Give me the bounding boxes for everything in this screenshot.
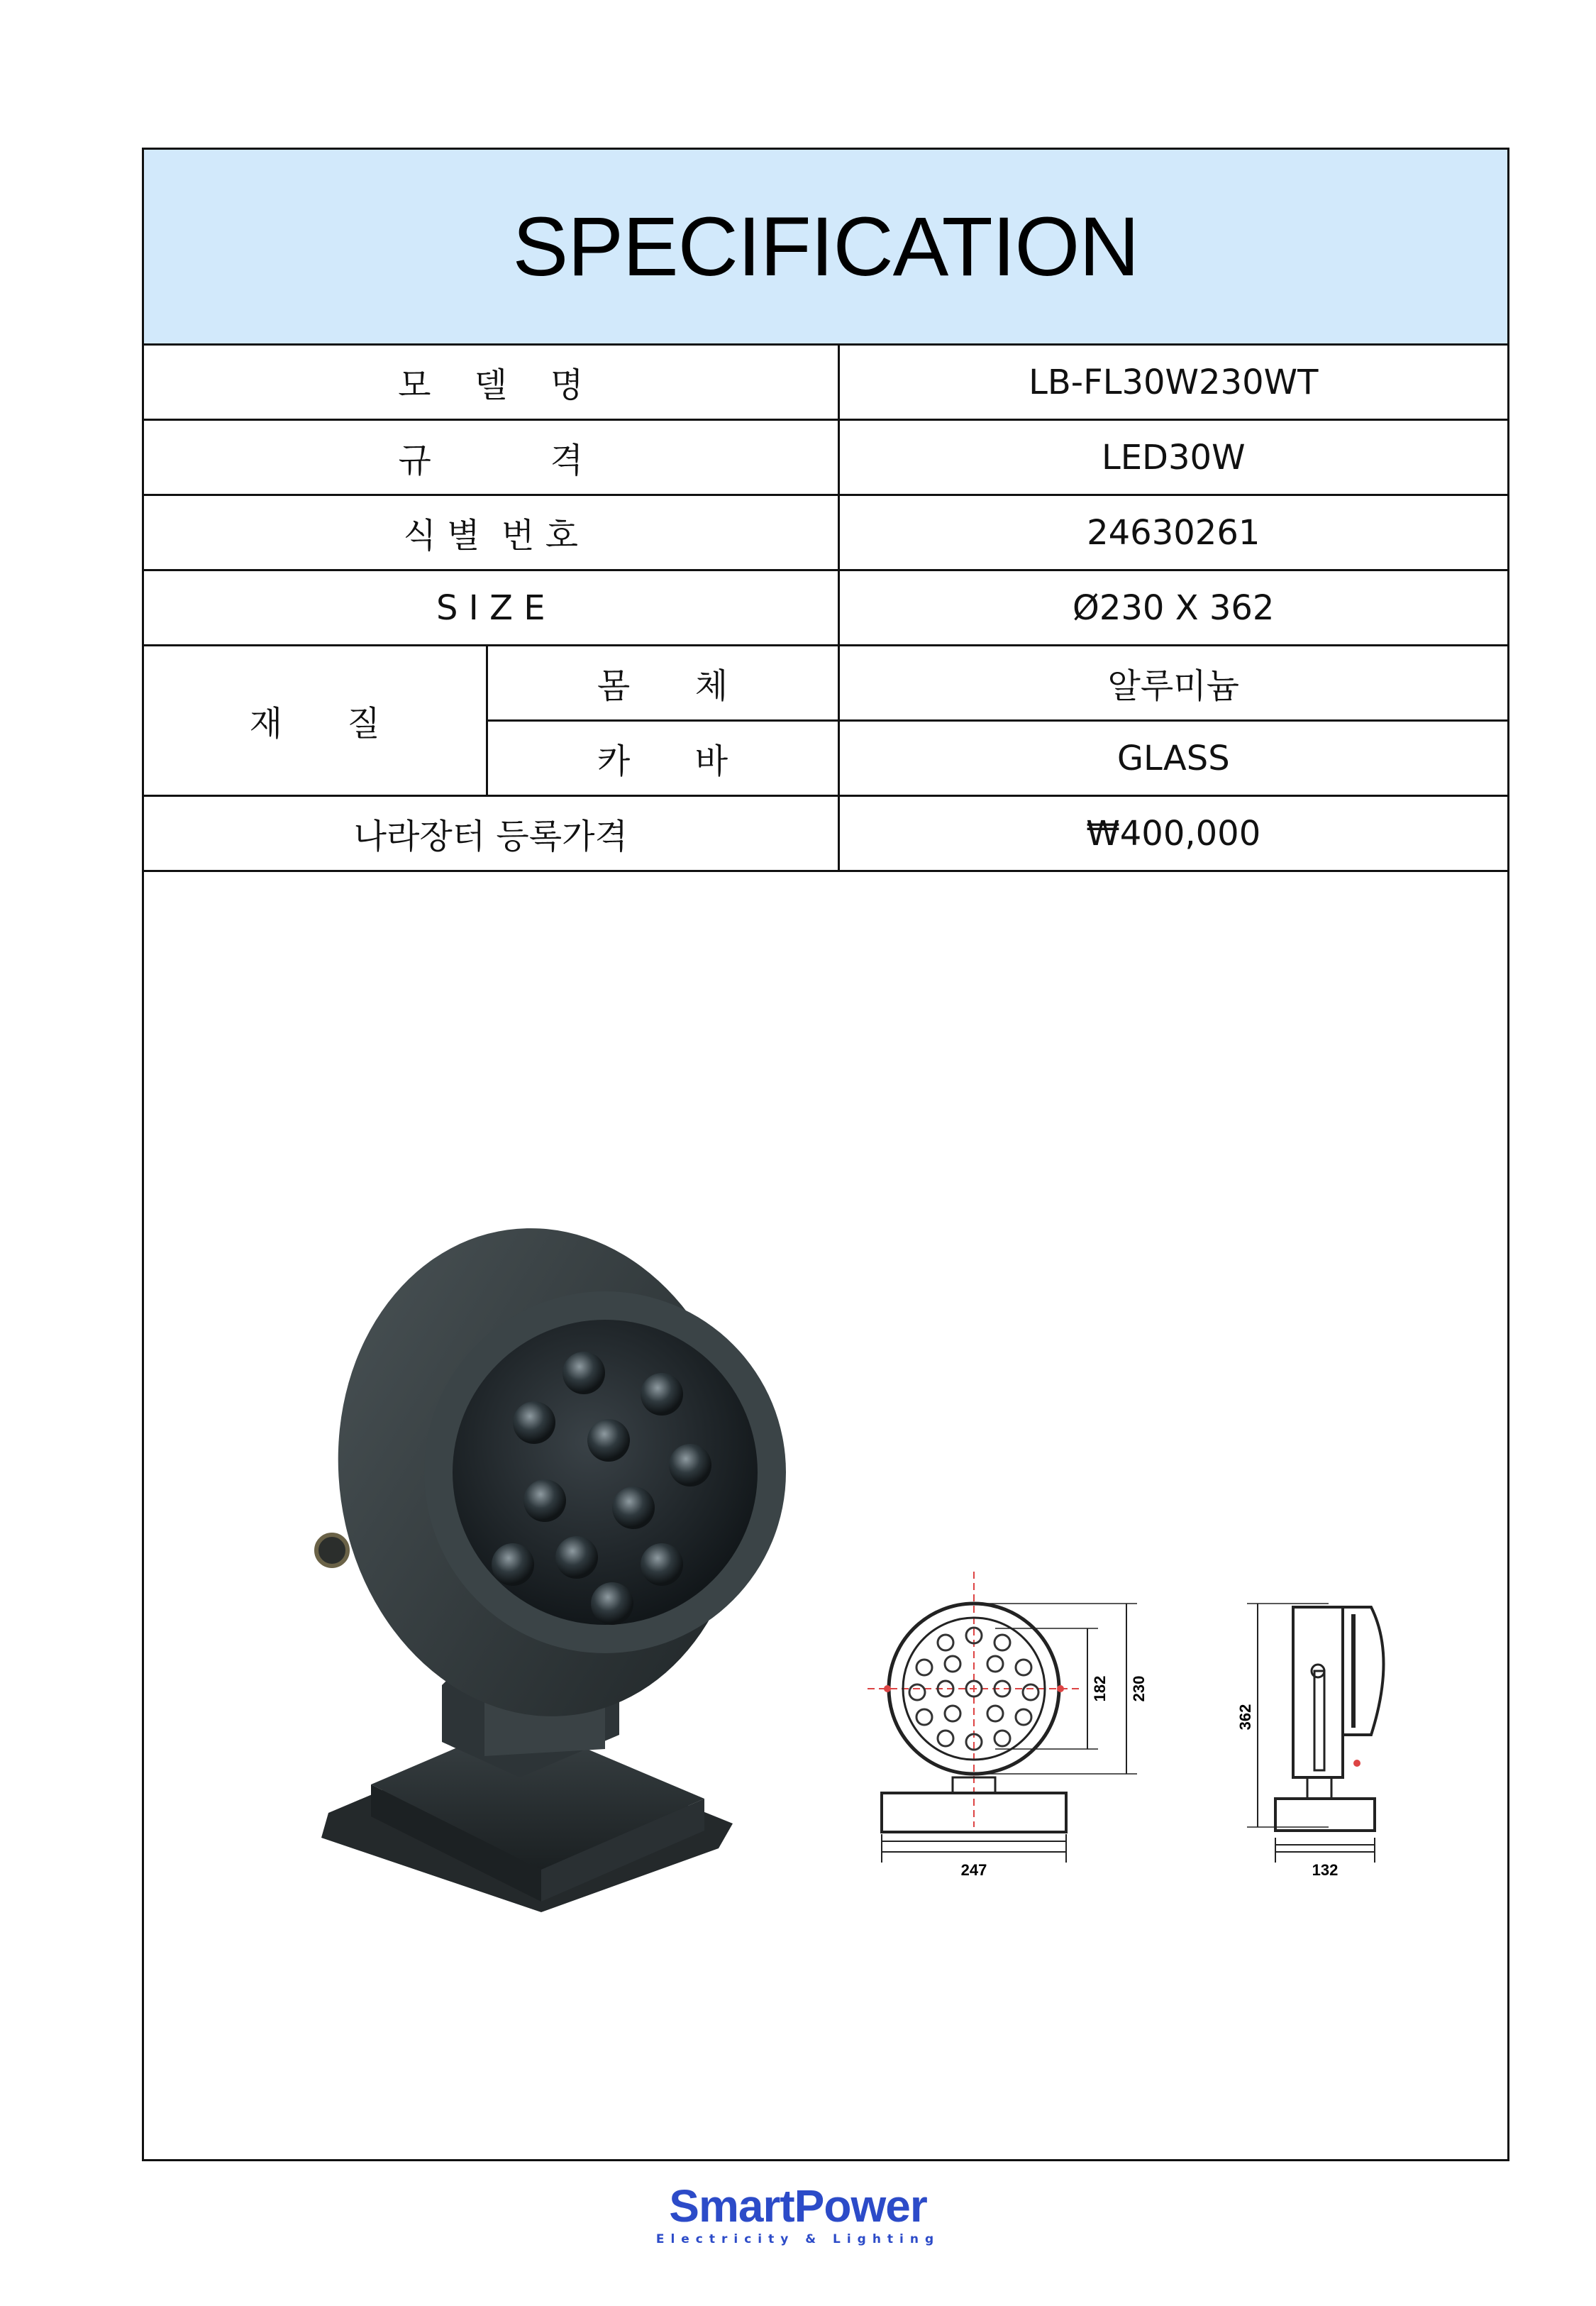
price-label: 나라장터 등록가격 [144, 796, 838, 871]
cover-value: GLASS [838, 721, 1507, 796]
table-row-spec [144, 420, 1507, 495]
id-value: 24630261 [838, 495, 1507, 570]
front-outer-height-label: 230 [1130, 1675, 1148, 1702]
title-band [144, 150, 1507, 346]
page-title: SPECIFICATION [512, 199, 1139, 294]
table-row-model [144, 346, 1507, 420]
table-row-material-body [144, 646, 1507, 721]
side-height-label: 362 [1236, 1704, 1254, 1731]
logo-brand-name: SmartPower [669, 2180, 927, 2231]
material-label: 재 질 [144, 646, 487, 796]
side-view-drawing [1236, 1565, 1463, 1919]
body-value: 알루미늄 [838, 646, 1507, 721]
price-value: ₩400,000 [838, 796, 1507, 871]
id-label: 식 별 번 호 [144, 495, 838, 570]
front-width-label: 247 [960, 1861, 987, 1879]
company-logo [0, 2182, 1596, 2249]
side-width-label: 132 [1312, 1861, 1339, 1879]
table-row-price [144, 796, 1507, 871]
specification-sheet [142, 148, 1509, 2161]
product-image-area [144, 890, 1507, 2159]
product-photo [307, 1139, 804, 1955]
table-row-id [144, 495, 1507, 570]
front-view-drawing [853, 1565, 1151, 1919]
spec-value: LED30W [838, 420, 1507, 495]
model-label: 모 델 명 [144, 346, 838, 420]
spec-label: 규 격 [144, 420, 838, 495]
table-row-size [144, 570, 1507, 646]
spec-table [144, 346, 1507, 872]
logo-tagline: Electricity & Lighting [655, 2232, 941, 2246]
body-label: 몸 체 [487, 646, 838, 721]
front-inner-height-label: 182 [1091, 1675, 1109, 1702]
size-value: Ø230 X 362 [838, 570, 1507, 646]
model-value: LB-FL30W230WT [838, 346, 1507, 420]
cover-label: 카 바 [487, 721, 838, 796]
size-label: S I Z E [144, 570, 838, 646]
